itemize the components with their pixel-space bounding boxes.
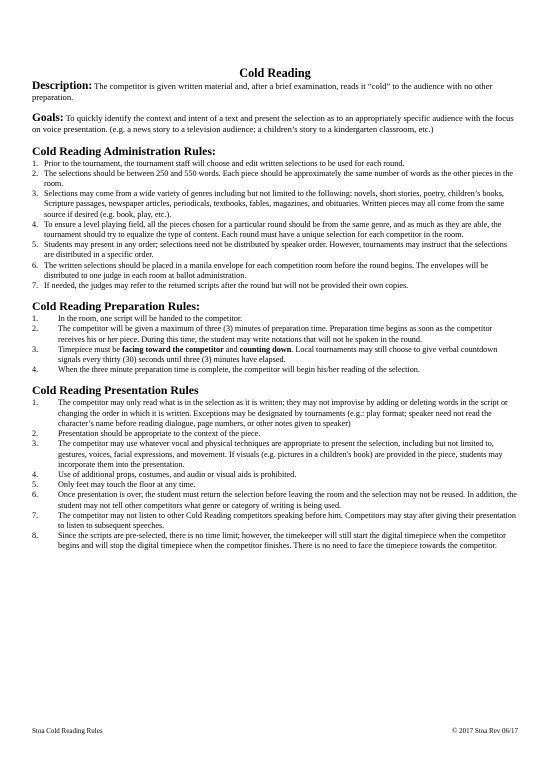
- rule-number: 7.: [32, 510, 39, 520]
- rule-number: 5.: [32, 480, 39, 490]
- rule-number: 1.: [32, 398, 39, 408]
- description-label: Description:: [32, 80, 93, 92]
- preparation-rules-list: [32, 314, 518, 375]
- rule-text: Since the scripts are pre-selected, there is no time limit; however, the timekeeper will still start the digital timepiece when the competitor begins and will stop the digital timepiece when the competitor finishes. There is no need to face the timepiece towards the competitor.: [58, 531, 506, 551]
- preparation-rule: [32, 324, 518, 344]
- rule-text: Only feet may touch the floor at any time.: [58, 480, 196, 490]
- rule-text: To ensure a level playing field, all the pieces chosen for a particular round should be from the same genre, and as much as they are able, the tournament should try to equalize the type of content. Each round must have a unique selection for each competitor in the room.: [44, 219, 502, 240]
- presentation-heading: Cold Reading Presentation Rules: [32, 383, 199, 398]
- rule-number: 6.: [32, 260, 39, 270]
- rule-number: 4.: [32, 469, 39, 479]
- rule-text: The competitor may not listen to other Cold Reading competitors speaking before him. Competitors may stay after giving their presentation to listen to subsequent speeches.: [58, 510, 516, 530]
- rule-text-bold: facing toward the competitor: [122, 344, 224, 354]
- rule-text: In the room, one script will be handed to the competitor.: [58, 314, 243, 324]
- rule-number: 2.: [32, 429, 39, 439]
- presentation-rule: [32, 398, 518, 429]
- rule-text: . Local tournaments may still choose to give verbal countdown signals every thirty (30) seconds until three (3) minutes have elapsed.: [58, 344, 498, 365]
- rule-number: 5.: [32, 240, 39, 250]
- rule-text: The competitor may use whatever vocal and physical techniques are appropriate to present the selection, including but not limited to, gestures, voices, facial expressions, and movement. If visuals (e.g. pictures in a children's book) are provided in the piece, students may incorporate them into the presentation.: [58, 439, 503, 469]
- description-text: The competitor is given written material and, after a brief examination, reads it “cold” to the audience with no other preparation.: [32, 81, 493, 103]
- presentation-rule: [32, 429, 518, 439]
- rule-number: 4.: [32, 365, 39, 375]
- rule-number: 4.: [32, 219, 39, 229]
- rule-text: Selections may come from a wide variety of genres including but not limited to the following: novels, short stories, poetry, children’s books, Scripture passages, newspaper articles, periodicals, textbooks, fables, magazines, and obituaries. Written pieces may all come from the same source if desired (e.g. book, play, etc.).: [44, 189, 505, 219]
- presentation-rule: [32, 490, 518, 510]
- preparation-heading: Cold Reading Preparation Rules:: [32, 299, 200, 314]
- rule-number: 3.: [32, 439, 39, 449]
- rule-text: Prior to the tournament, the tournament staff will choose and edit written selections to be used for each round.: [44, 158, 405, 168]
- administration-rule: [32, 189, 518, 220]
- presentation-rule: [32, 480, 518, 490]
- goals-paragraph: [32, 113, 518, 136]
- rule-text: The competitor will be given a maximum of three (3) minutes of preparation time. Preparation time begins as soon as the competitor receives his or her piece. During this time, the student may write notations that will not be spoken in the round.: [58, 324, 493, 344]
- presentation-rule: [32, 439, 518, 470]
- administration-rule: [32, 261, 518, 281]
- rule-text: Timepiece must be: [58, 344, 123, 354]
- administration-rule: [32, 169, 518, 189]
- rule-text: If needed, the judges may refer to the returned scripts after the round but will not be provided their own copies.: [44, 281, 409, 291]
- description-paragraph: [32, 81, 518, 104]
- administration-rules-list: [32, 159, 518, 292]
- rule-text: Use of additional props, costumes, and audio or visual aids is prohibited.: [58, 469, 297, 479]
- rule-number: 2.: [32, 324, 39, 334]
- rule-number: 1.: [32, 158, 39, 168]
- rule-number: 1.: [32, 314, 39, 324]
- footer-right-text: © 2017 Stoa Rev 06/17: [452, 727, 518, 735]
- rule-text: and: [223, 344, 240, 354]
- rule-number: 3.: [32, 189, 39, 199]
- rule-text: Students may present in any order; selections need not be distributed by speaker order. However, tournaments may instruct that the selections are distributed in a specific order.: [44, 240, 508, 260]
- rule-text: Presentation should be appropriate to the context of the piece.: [58, 429, 261, 439]
- rule-number: 3.: [32, 344, 39, 354]
- rule-number: 7.: [32, 281, 39, 291]
- preparation-rule: [32, 365, 518, 375]
- rule-text-bold: counting down: [239, 344, 292, 354]
- rule-text: The selections should be between 250 and 550 words. Each piece should be approximately the same number of words as the other pieces in the room.: [44, 168, 514, 189]
- preparation-rule: [32, 314, 518, 324]
- page-title: Cold Reading: [239, 66, 311, 80]
- goals-text: To quickly identify the context and intent of a text and present the selection as to an appropriately specific audience with the focus on voice presentation. (e.g. a news story to a television audience; a children’s story to a kindergarten classroom, etc.): [32, 112, 514, 135]
- goals-label: Goals:: [32, 111, 64, 124]
- document-page: [32, 66, 518, 561]
- presentation-rule: [32, 470, 518, 480]
- rule-text: The competitor may only read what is in the selection as it is written; they may not improvise by adding or deleting words in the script or changing the order in which it is written. Exceptions may be designated by tournaments (e.g.: play format; speaker need not read the character’s name before reading dialogue, page numbers, or other notes given to speaker): [58, 398, 508, 428]
- rule-number: 8.: [32, 531, 39, 541]
- administration-rule: [32, 281, 518, 291]
- presentation-rule: [32, 531, 518, 551]
- administration-rule: [32, 220, 518, 240]
- page-footer: [32, 727, 518, 736]
- rule-text: Once presentation is over, the student must return the selection before leaving the room and the selection may not be reused. In addition, the student may not tell other competitors what genre or category of writing is being used.: [58, 490, 517, 510]
- presentation-rules-list: [32, 398, 518, 551]
- rule-text: The written selections should be placed in a manila envelope for each competition room before the round begins. The envelopes will be distributed to one judge in each room at ballot administration.: [44, 260, 489, 280]
- administration-heading: Cold Reading Administration Rules:: [32, 143, 216, 158]
- rule-text: When the three minute preparation time is complete, the competitor will begin his/her reading of the selection.: [58, 365, 420, 375]
- presentation-rule: [32, 511, 518, 531]
- footer-left-text: Stoa Cold Reading Rules: [32, 727, 103, 735]
- rule-number: 6.: [32, 490, 39, 500]
- administration-rule: [32, 159, 518, 169]
- rule-number: 2.: [32, 168, 39, 178]
- preparation-rule: [32, 345, 518, 365]
- administration-rule: [32, 240, 518, 260]
